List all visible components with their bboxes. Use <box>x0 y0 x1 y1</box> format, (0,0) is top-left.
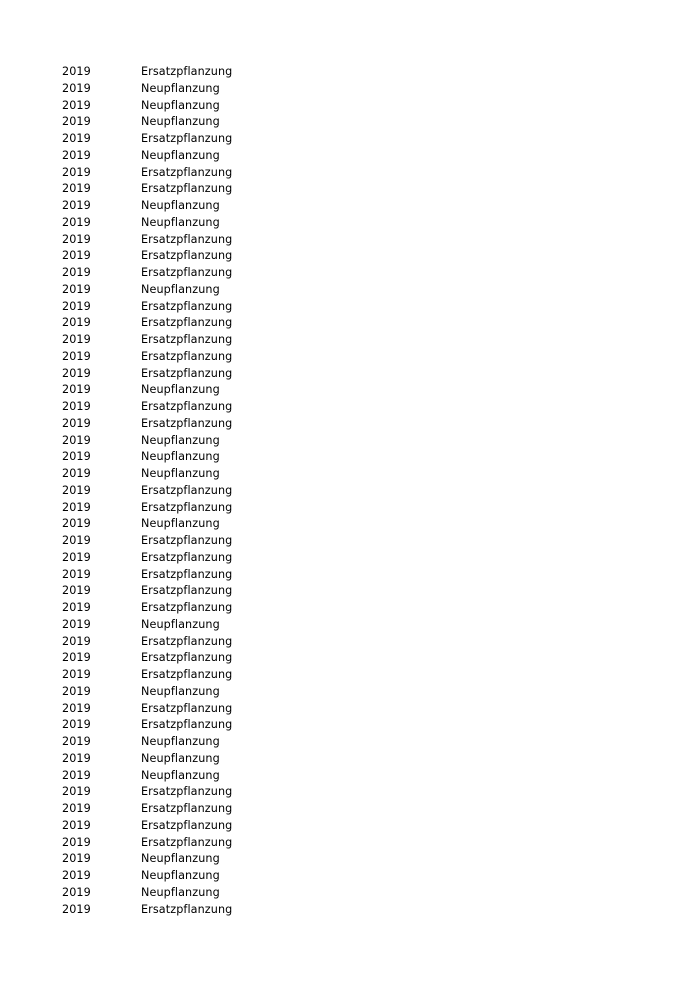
table-row <box>62 232 232 249</box>
table-row <box>62 114 232 131</box>
cell-year: 2019 <box>62 852 91 866</box>
cell-year: 2019 <box>62 182 91 196</box>
cell-planting-type: Neupflanzung <box>141 735 220 748</box>
cell-year: 2019 <box>62 550 91 564</box>
cell-year: 2019 <box>62 383 91 397</box>
cell-year: 2019 <box>62 885 91 899</box>
cell-planting-type: Ersatzpflanzung <box>141 249 233 263</box>
cell-year: 2019 <box>62 768 91 782</box>
cell-year: 2019 <box>62 651 91 665</box>
cell-planting-type: Ersatzpflanzung <box>141 483 233 497</box>
cell-planting-type: Ersatzpflanzung <box>141 818 233 832</box>
cell-planting-type: Ersatzpflanzung <box>141 534 233 547</box>
cell-planting-type: Ersatzpflanzung <box>141 634 233 648</box>
cell-year: 2019 <box>62 567 91 581</box>
cell-year: 2019 <box>62 450 91 464</box>
cell-planting-type: Ersatzpflanzung <box>141 785 233 799</box>
table-row <box>62 399 232 416</box>
cell-planting-type: Ersatzpflanzung <box>141 601 233 614</box>
cell-year: 2019 <box>62 684 91 698</box>
table-row <box>62 784 232 801</box>
cell-planting-type: Ersatzpflanzung <box>141 718 233 732</box>
cell-planting-type: Neupflanzung <box>141 383 220 397</box>
cell-year: 2019 <box>62 249 91 263</box>
cell-year: 2019 <box>62 751 91 765</box>
cell-planting-type: Ersatzpflanzung <box>141 333 233 346</box>
cell-year: 2019 <box>62 316 91 330</box>
table-row <box>62 567 232 584</box>
cell-planting-type: Ersatzpflanzung <box>141 232 233 246</box>
cell-planting-type: Ersatzpflanzung <box>141 366 233 380</box>
table-row <box>62 768 232 785</box>
cell-planting-type: Ersatzpflanzung <box>141 902 233 916</box>
cell-year: 2019 <box>62 199 91 212</box>
table-row <box>62 533 232 550</box>
cell-planting-type: Neupflanzung <box>141 751 220 765</box>
cell-year: 2019 <box>62 534 91 547</box>
cell-planting-type: Neupflanzung <box>141 467 220 480</box>
cell-planting-type: Ersatzpflanzung <box>141 299 233 313</box>
table-row <box>62 299 232 316</box>
cell-year: 2019 <box>62 433 91 447</box>
table-row <box>62 198 232 215</box>
cell-year: 2019 <box>62 634 91 648</box>
table-row <box>62 181 232 198</box>
table-row <box>62 617 232 634</box>
cell-year: 2019 <box>62 483 91 497</box>
cell-year: 2019 <box>62 299 91 313</box>
cell-planting-type: Ersatzpflanzung <box>141 65 233 78</box>
cell-planting-type: Ersatzpflanzung <box>141 182 233 196</box>
table-row <box>62 634 232 651</box>
table-row <box>62 81 232 98</box>
cell-planting-type: Ersatzpflanzung <box>141 802 233 815</box>
table-row <box>62 801 232 818</box>
cell-year: 2019 <box>62 668 91 681</box>
cell-year: 2019 <box>62 115 91 129</box>
cell-year: 2019 <box>62 232 91 246</box>
table-row <box>62 433 232 450</box>
table-row <box>62 751 232 768</box>
cell-planting-type: Neupflanzung <box>141 617 220 631</box>
cell-year: 2019 <box>62 601 91 614</box>
cell-planting-type: Neupflanzung <box>141 115 220 129</box>
cell-year: 2019 <box>62 165 91 179</box>
table-row <box>62 868 232 885</box>
table-row <box>62 600 232 617</box>
table-row <box>62 734 232 751</box>
table-row <box>62 382 232 399</box>
cell-year: 2019 <box>62 349 91 363</box>
table-row <box>62 851 232 868</box>
cell-year: 2019 <box>62 416 91 430</box>
table-row <box>62 416 232 433</box>
table-row <box>62 366 232 383</box>
cell-planting-type: Ersatzpflanzung <box>141 651 233 665</box>
cell-year: 2019 <box>62 500 91 514</box>
cell-year: 2019 <box>62 81 91 95</box>
cell-year: 2019 <box>62 735 91 748</box>
cell-year: 2019 <box>62 132 91 145</box>
cell-planting-type: Neupflanzung <box>141 684 220 698</box>
table-row <box>62 131 232 148</box>
table-row <box>62 215 232 232</box>
cell-year: 2019 <box>62 266 91 279</box>
table-row <box>62 500 232 517</box>
table-row <box>62 282 232 299</box>
cell-year: 2019 <box>62 584 91 598</box>
table-row <box>62 64 232 81</box>
cell-planting-type: Neupflanzung <box>141 81 220 95</box>
cell-planting-type: Neupflanzung <box>141 148 220 162</box>
table-row <box>62 818 232 835</box>
table-row <box>62 902 232 919</box>
table-row <box>62 248 232 265</box>
table-row <box>62 165 232 182</box>
cell-year: 2019 <box>62 467 91 480</box>
table-row <box>62 835 232 852</box>
cell-planting-type: Neupflanzung <box>141 885 220 899</box>
table-row <box>62 717 232 734</box>
table-row <box>62 684 232 701</box>
cell-planting-type: Neupflanzung <box>141 517 220 531</box>
cell-planting-type: Ersatzpflanzung <box>141 500 233 514</box>
table-row <box>62 701 232 718</box>
table-row <box>62 315 232 332</box>
table-row <box>62 885 232 902</box>
cell-year: 2019 <box>62 802 91 815</box>
cell-planting-type: Ersatzpflanzung <box>141 165 233 179</box>
cell-year: 2019 <box>62 333 91 346</box>
cell-year: 2019 <box>62 517 91 531</box>
cell-planting-type: Ersatzpflanzung <box>141 701 233 715</box>
cell-year: 2019 <box>62 835 91 849</box>
cell-planting-type: Neupflanzung <box>141 450 220 464</box>
planting-list-table <box>62 64 232 918</box>
cell-year: 2019 <box>62 869 91 882</box>
table-row <box>62 667 232 684</box>
cell-year: 2019 <box>62 98 91 112</box>
cell-year: 2019 <box>62 215 91 229</box>
cell-planting-type: Neupflanzung <box>141 215 220 229</box>
cell-planting-type: Ersatzpflanzung <box>141 550 233 564</box>
cell-year: 2019 <box>62 718 91 732</box>
cell-planting-type: Neupflanzung <box>141 98 220 112</box>
cell-planting-type: Ersatzpflanzung <box>141 416 233 430</box>
table-row <box>62 349 232 366</box>
table-row <box>62 583 232 600</box>
table-row <box>62 98 232 115</box>
cell-planting-type: Ersatzpflanzung <box>141 567 233 581</box>
cell-year: 2019 <box>62 148 91 162</box>
table-row <box>62 265 232 282</box>
table-row <box>62 516 232 533</box>
cell-year: 2019 <box>62 701 91 715</box>
cell-planting-type: Ersatzpflanzung <box>141 349 233 363</box>
cell-planting-type: Ersatzpflanzung <box>141 668 233 681</box>
cell-planting-type: Ersatzpflanzung <box>141 835 233 849</box>
cell-planting-type: Ersatzpflanzung <box>141 316 233 330</box>
cell-planting-type: Ersatzpflanzung <box>141 400 233 413</box>
cell-year: 2019 <box>62 400 91 413</box>
table-row <box>62 148 232 165</box>
cell-planting-type: Neupflanzung <box>141 433 220 447</box>
cell-year: 2019 <box>62 902 91 916</box>
table-row <box>62 466 232 483</box>
cell-planting-type: Ersatzpflanzung <box>141 584 233 598</box>
cell-year: 2019 <box>62 282 91 296</box>
table-row <box>62 650 232 667</box>
cell-planting-type: Neupflanzung <box>141 282 220 296</box>
cell-planting-type: Neupflanzung <box>141 199 220 212</box>
cell-planting-type: Neupflanzung <box>141 852 220 866</box>
cell-year: 2019 <box>62 617 91 631</box>
cell-planting-type: Ersatzpflanzung <box>141 266 233 279</box>
cell-planting-type: Neupflanzung <box>141 869 220 882</box>
table-row <box>62 332 232 349</box>
table-row <box>62 449 232 466</box>
cell-planting-type: Ersatzpflanzung <box>141 132 233 145</box>
table-row <box>62 550 232 567</box>
cell-year: 2019 <box>62 65 91 78</box>
table-row <box>62 483 232 500</box>
cell-year: 2019 <box>62 366 91 380</box>
cell-year: 2019 <box>62 785 91 799</box>
cell-year: 2019 <box>62 818 91 832</box>
cell-planting-type: Neupflanzung <box>141 768 220 782</box>
